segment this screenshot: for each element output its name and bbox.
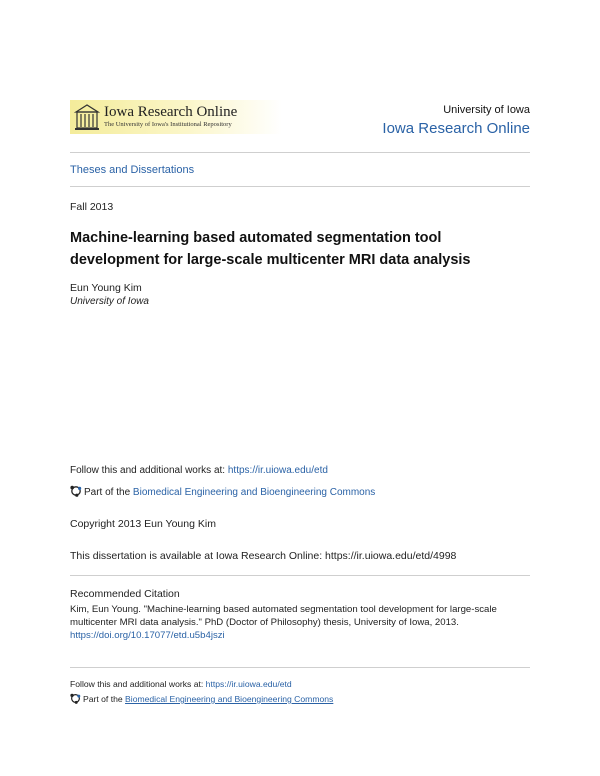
divider <box>70 152 530 153</box>
follow-link[interactable]: https://ir.uiowa.edu/etd <box>227 465 328 476</box>
author-affiliation: University of Iowa <box>70 296 149 307</box>
part-of-prefix: Part of the <box>84 487 133 498</box>
author-name: Eun Young Kim <box>70 282 142 294</box>
follow-prefix: Follow this and additional works at: <box>70 465 228 476</box>
footer-part-of-prefix: Part of the <box>83 694 126 704</box>
logo-title: Iowa Research Online <box>104 104 238 121</box>
repository-name[interactable]: Iowa Research Online <box>382 120 530 137</box>
citation-body <box>70 603 540 642</box>
title-line-1: Machine-learning based automated segmentation tool <box>70 230 442 246</box>
logo-subtitle: The University of Iowa's Institutional Repository <box>104 121 232 129</box>
commons-link[interactable]: Biomedical Engineering and Bioengineering Commons <box>132 487 376 498</box>
part-of-line <box>70 485 375 498</box>
follow-line <box>70 465 328 476</box>
footer-part-of-line <box>70 693 333 704</box>
footer-follow-link[interactable]: https://ir.uiowa.edu/etd <box>205 679 292 689</box>
footer-commons-link[interactable]: Biomedical Engineering and Bioengineering Commons <box>125 694 334 704</box>
citation-doi-link[interactable]: https://doi.org/10.17077/etd.u5b4jszi <box>70 630 225 641</box>
citation-line-2: multicenter MRI data analysis." PhD (Doctor of Philosophy) thesis, University of Iowa, 2013. <box>70 617 459 628</box>
divider <box>70 575 530 576</box>
footer-follow-prefix: Follow this and additional works at: <box>70 679 206 689</box>
footer-follow-line <box>70 679 292 689</box>
title-line-2: development for large-scale multicenter MRI data analysis <box>70 252 471 268</box>
citation-heading: Recommended Citation <box>70 588 180 600</box>
commons-network-icon <box>70 485 82 497</box>
building-icon <box>74 102 100 132</box>
document-title <box>70 227 540 271</box>
citation-line-1: Kim, Eun Young. "Machine-learning based automated segmentation tool development for large-scale <box>70 604 497 615</box>
divider <box>70 186 530 187</box>
commons-network-icon <box>70 693 81 704</box>
collection-link[interactable]: Theses and Dissertations <box>70 164 195 176</box>
institution-block <box>382 104 530 137</box>
logo-text <box>104 105 237 129</box>
availability-statement: This dissertation is available at Iowa Research Online: https://ir.uiowa.edu/etd/4998 <box>70 550 457 562</box>
divider <box>70 667 530 668</box>
copyright: Copyright 2013 Eun Young Kim <box>70 518 216 530</box>
iro-logo[interactable] <box>70 100 282 134</box>
publication-date: Fall 2013 <box>70 201 114 213</box>
institution-name: University of Iowa <box>443 104 530 116</box>
